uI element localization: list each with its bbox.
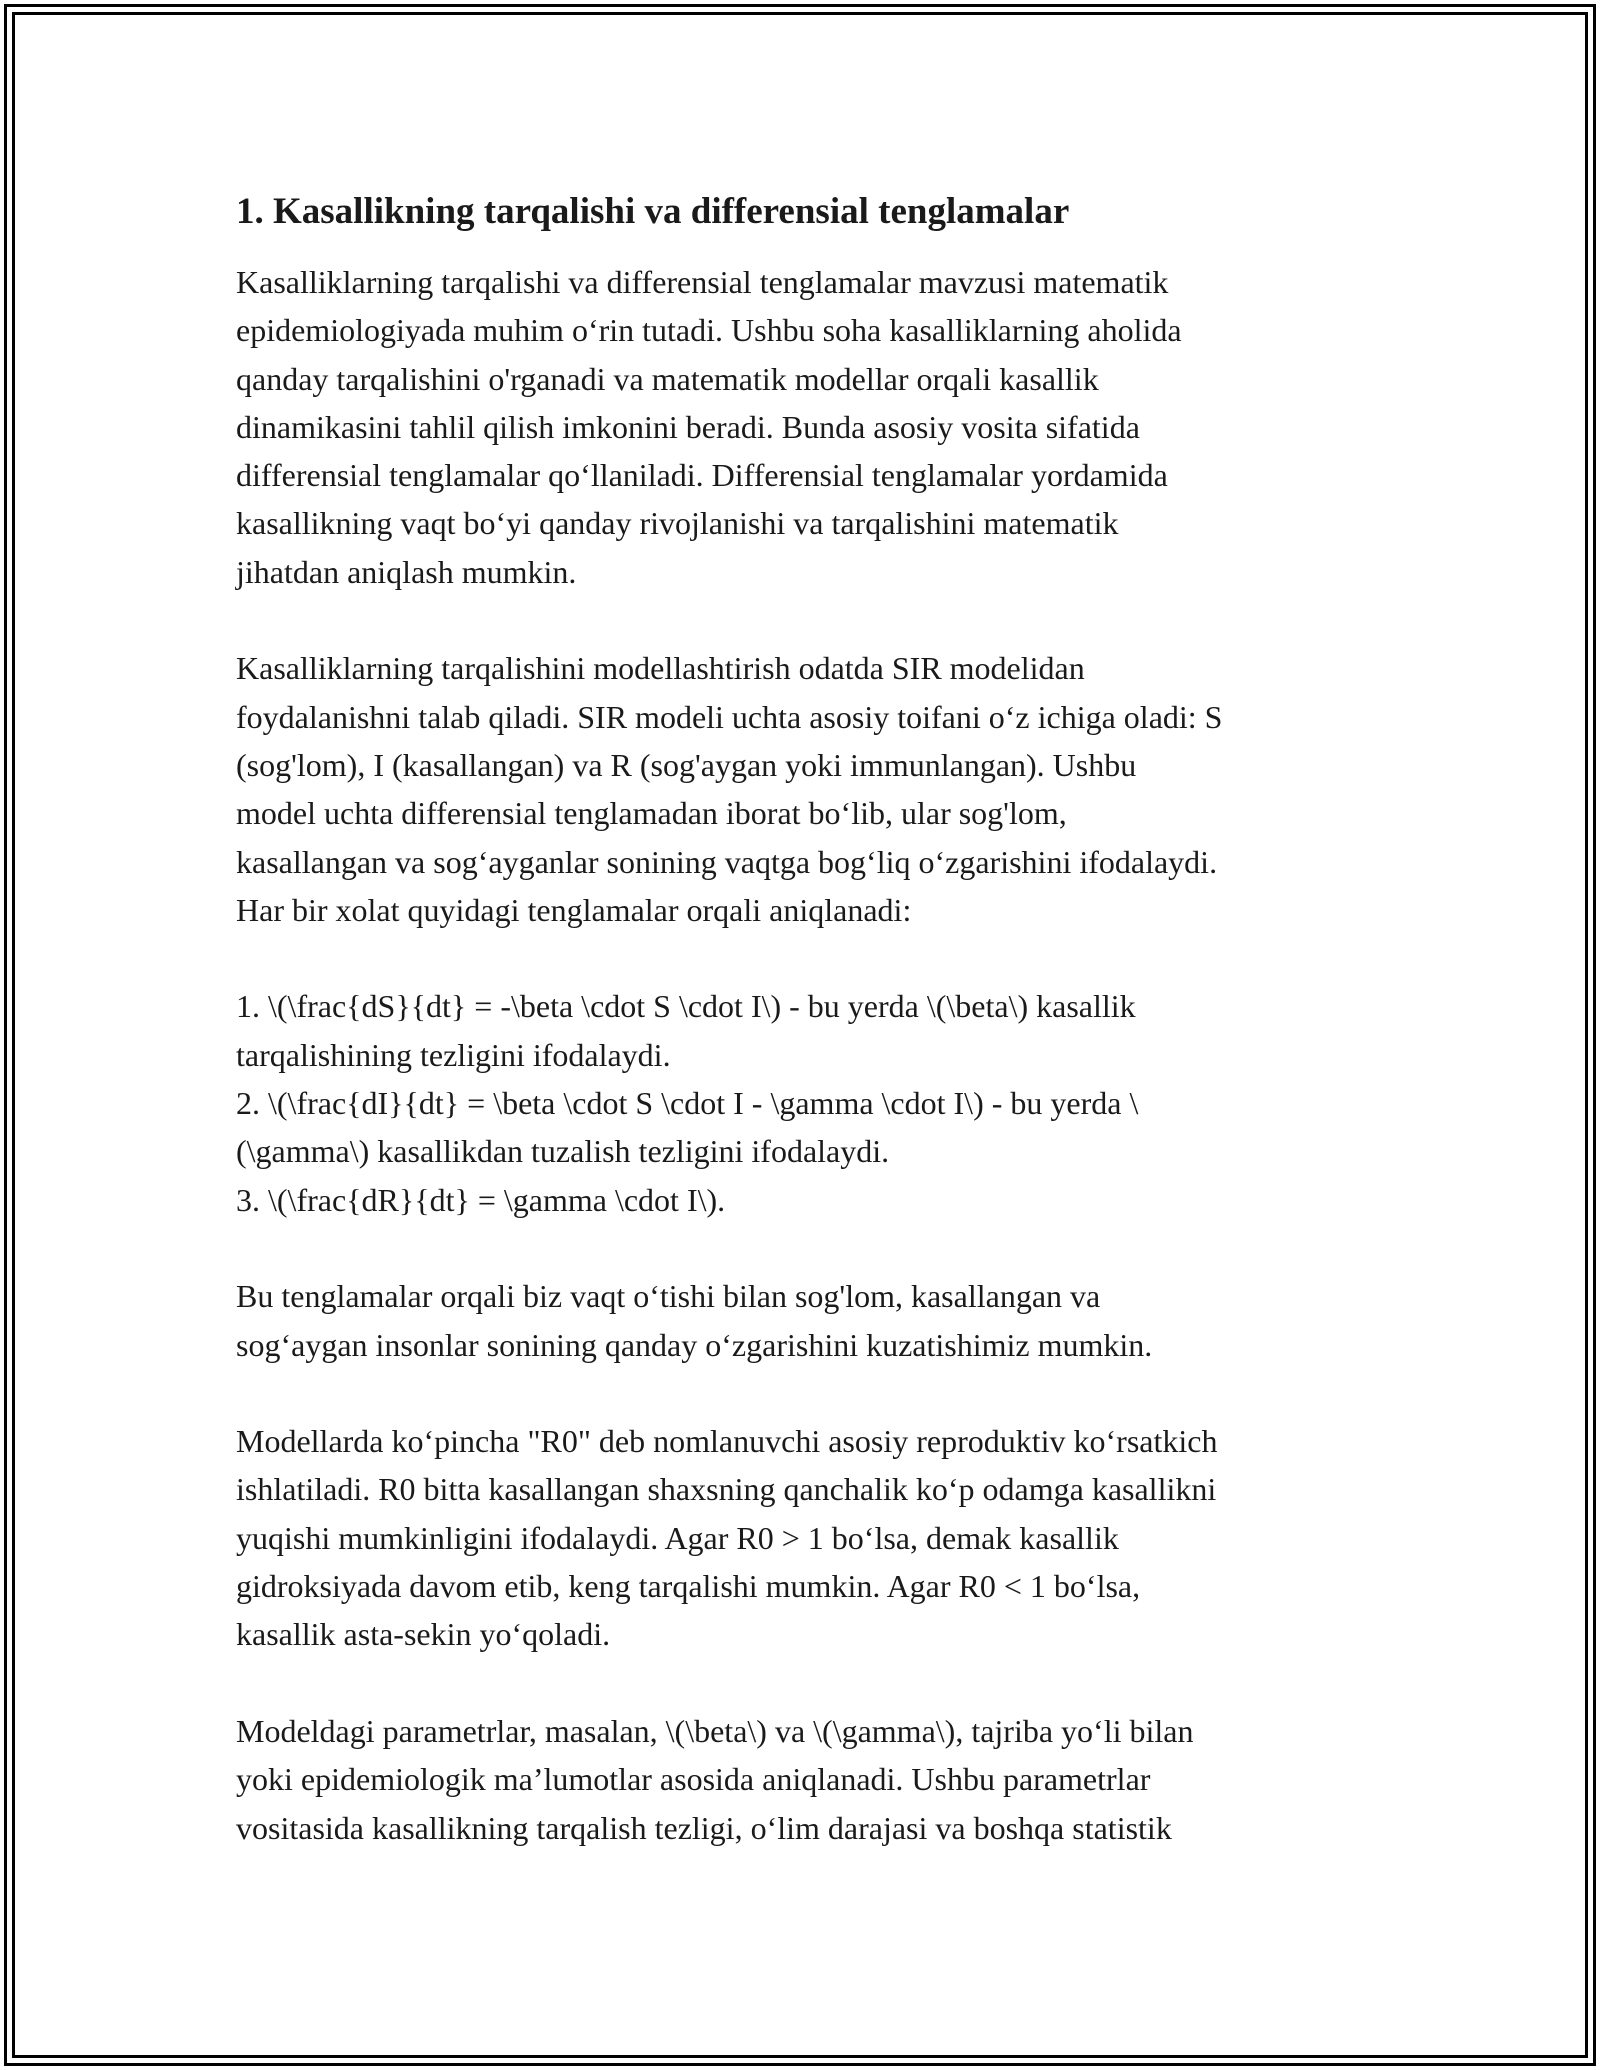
- text-line: kasallikning vaqt bo‘yi qanday rivojlanishi va tarqalishini matematik: [236, 505, 1119, 542]
- text-line: differensial tenglamalar qo‘llaniladi. Differensial tenglamalar yordamida: [236, 457, 1168, 494]
- text-line: dinamikasini tahlil qilish imkonini beradi. Bunda asosiy vosita sifatida: [236, 408, 1140, 445]
- paragraph-r0: [236, 1417, 1386, 1658]
- text-line: qanday tarqalishini o'rganadi va matematik modellar orqali kasallik: [236, 360, 1099, 397]
- text-line: foydalanishni talab qiladi. SIR modeli uchta asosiy toifani o‘z ichiga oladi: S: [236, 698, 1223, 735]
- text-line: Modeldagi parametrlar, masalan, \(\beta\) va \(\gamma\), tajriba yo‘li bilan: [236, 1712, 1194, 1749]
- paragraph-intro: [236, 258, 1386, 596]
- equation-item: 1. \(\frac{dS}{dt} = -\beta \cdot S \cdot I\) - bu yerda \(\beta\) kasallik: [236, 988, 1136, 1025]
- text-line: vositasida kasallikning tarqalish tezligi, o‘lim darajasi va boshqa statistik: [236, 1809, 1172, 1846]
- text-line: yoki epidemiologik ma’lumotlar asosida aniqlanadi. Ushbu parametrlar: [236, 1761, 1151, 1798]
- text-line: Kasalliklarning tarqalishi va differensial tenglamalar mavzusi matematik: [236, 264, 1169, 300]
- text-line: epidemiologiyada muhim o‘rin tutadi. Ushbu soha kasalliklarning aholida: [236, 312, 1182, 349]
- text-line: Bu tenglamalar orqali biz vaqt o‘tishi bilan sog'lom, kasallangan va: [236, 1278, 1101, 1315]
- paragraph-parameters: [236, 1707, 1386, 1852]
- paragraph-sir-model: [236, 644, 1386, 934]
- document-body: [236, 178, 1386, 1900]
- text-line: (sog'lom), I (kasallangan) va R (sog'aygan yoki immunlangan). Ushbu: [236, 746, 1137, 783]
- text-line: jihatdan aniqlash mumkin.: [236, 553, 577, 590]
- equation-item: 2. \(\frac{dI}{dt} = \beta \cdot S \cdot I - \gamma \cdot I\) - bu yerda \: [236, 1085, 1139, 1122]
- text-line: kasallik asta-sekin yo‘qoladi.: [236, 1616, 611, 1653]
- text-line: Modellarda ko‘pincha "R0" deb nomlanuvchi asosiy reproduktiv ko‘rsatkich: [236, 1423, 1218, 1460]
- text-line: Har bir xolat quyidagi tenglamalar orqali aniqlanadi:: [236, 891, 912, 928]
- text-line: gidroksiyada davom etib, keng tarqalishi mumkin. Agar R0 < 1 bo‘lsa,: [236, 1568, 1141, 1605]
- equation-item: 3. \(\frac{dR}{dt} = \gamma \cdot I\).: [236, 1181, 726, 1218]
- section-heading: 1. Kasallikning tarqalishi va differensial tenglamalar: [236, 191, 1070, 232]
- text-line: ishlatiladi. R0 bitta kasallangan shaxsning qanchalik ko‘p odamga kasallikni: [236, 1471, 1217, 1508]
- text-line: sog‘aygan insonlar sonining qanday o‘zgarishini kuzatishimiz mumkin.: [236, 1326, 1153, 1363]
- text-line: yuqishi mumkinligini ifodalaydi. Agar R0 > 1 bo‘lsa, demak kasallik: [236, 1519, 1119, 1556]
- equation-list: [236, 982, 1386, 1223]
- text-line: kasallangan va sog‘ayganlar sonining vaqtga bog‘liq o‘zgarishini ifodalaydi.: [236, 843, 1218, 880]
- paragraph-observation: [236, 1272, 1386, 1369]
- text-line: model uchta differensial tenglamadan iborat bo‘lib, ular sog'lom,: [236, 795, 1067, 832]
- equation-item: (\gamma\) kasallikdan tuzalish tezligini ifodalaydi.: [236, 1133, 890, 1170]
- equation-item: tarqalishining tezligini ifodalaydi.: [236, 1036, 671, 1073]
- text-line: Kasalliklarning tarqalishini modellashtirish odatda SIR modelidan: [236, 650, 1085, 687]
